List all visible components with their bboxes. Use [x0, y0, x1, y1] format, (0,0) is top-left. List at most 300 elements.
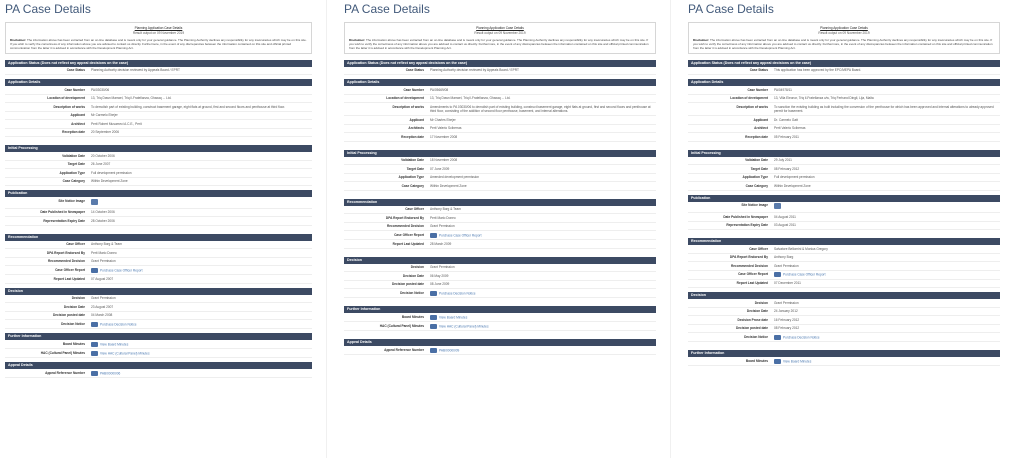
field-text: Full development permission [91, 170, 132, 175]
section [5, 333, 312, 358]
field-value [430, 265, 656, 270]
field-label: Case Status [66, 68, 85, 73]
pdf-icon[interactable] [430, 233, 437, 238]
field-label: Case Status [749, 68, 768, 73]
field-text: 16 February 2012 [774, 317, 800, 322]
column-divider [326, 0, 327, 458]
section-header: Further Information [688, 350, 1000, 357]
field-value [430, 233, 656, 238]
field-text: 14 October 2006 [91, 210, 115, 215]
field-value [774, 272, 1000, 277]
field-label: Board Minutes [62, 341, 85, 346]
field-value [430, 224, 656, 229]
field-text: Within Development Zone [91, 179, 128, 184]
field-label: Site Notice Image [741, 203, 768, 208]
document-link[interactable]: View Board Minutes [100, 341, 129, 346]
detail-row [344, 214, 656, 223]
detail-row [688, 157, 1000, 166]
section [5, 288, 312, 330]
field-value [774, 184, 1000, 189]
field-text: Planning Authority decision reviewed by Appeals Board / EPRT [91, 68, 180, 73]
field-label: Application Type [398, 175, 424, 180]
field-label: Recommended Decision [730, 263, 768, 268]
field-label: Applicant [753, 117, 768, 122]
field-value [91, 313, 312, 318]
field-label: Validation Date [62, 153, 85, 158]
doc-heading: Planning Application Case Details [476, 26, 524, 30]
field-label: Decision Date [63, 304, 85, 309]
doc-heading: Planning Application Case Details [820, 26, 868, 30]
field-value [91, 242, 312, 247]
pdf-icon[interactable] [430, 324, 437, 329]
field-value [774, 359, 1000, 364]
field-text: 13, Triq Dawn Manwel, Triq il-Fratellanza, Ghaxaq ... Ltd. [91, 96, 172, 101]
field-text: PA/03030/06 [91, 87, 110, 92]
detail-row [5, 120, 312, 129]
detail-row [5, 209, 312, 218]
detail-row [688, 222, 1000, 231]
field-text: Grant Permission [774, 300, 799, 305]
field-value [430, 126, 656, 131]
document-link[interactable]: View Board Minutes [783, 358, 812, 363]
field-value [91, 179, 312, 184]
section [688, 150, 1000, 191]
field-value [430, 96, 656, 101]
field-text: 08 February 2012 [774, 326, 800, 331]
field-text: Grant Permission [430, 224, 455, 229]
field-value [774, 88, 1000, 93]
section [344, 257, 656, 299]
field-text: Dr. Carmelo Gatt [774, 117, 798, 122]
field-label: Case Number [747, 87, 768, 92]
field-value [774, 118, 1000, 123]
detail-row [688, 280, 1000, 289]
section [344, 339, 656, 355]
column-divider [670, 0, 671, 458]
field-label: Board Minutes [745, 358, 768, 363]
field-value [91, 371, 312, 376]
field-label: Architects [408, 126, 424, 131]
detail-row [344, 103, 656, 116]
field-label: Case Officer [749, 246, 768, 251]
field-label: Validation Date [745, 158, 768, 163]
detail-row [688, 202, 1000, 214]
section-header: Appeal Details [344, 339, 656, 346]
section-header: Further Information [5, 333, 312, 340]
field-text: Amended development permission [430, 175, 480, 180]
field-text: Amendments to PA 03030/06 to demolish part of existing building, construct basement garage, eight flats at ground, first and second floors and penthouse at third floor, consisting of the addition of second floor penthouse, basement, and internal alterations. [430, 104, 651, 114]
document-link[interactable]: View Board Minutes [439, 314, 468, 319]
pdf-icon[interactable] [91, 268, 98, 273]
field-text: Salvatore Bellomini & Monica Gregory [774, 246, 828, 251]
detail-row [344, 67, 656, 76]
section-header: Decision [688, 292, 1000, 299]
field-text: PA/04978/11 [774, 87, 792, 92]
field-text: 24 January 2012 [774, 309, 798, 314]
case-column-2 [344, 0, 656, 458]
detail-row [5, 258, 312, 267]
field-label: Date Published in Newspaper [723, 214, 768, 219]
field-text: 05 February 2011 [774, 134, 799, 139]
field-label: Architect [71, 121, 85, 126]
pdf-icon[interactable] [91, 322, 98, 327]
field-label: Decision posted date [391, 282, 424, 287]
field-value [774, 318, 1000, 323]
field-value [430, 291, 656, 296]
document-link[interactable]: Purchase Decision Notice [439, 290, 476, 295]
field-label: Target Date [67, 162, 85, 167]
detail-row [344, 264, 656, 273]
case-column-1 [0, 0, 312, 458]
section [5, 79, 312, 137]
section [688, 350, 1000, 366]
doc-subtitle: Result output on 09 November 2019 [474, 31, 526, 35]
disclaimer-text [10, 38, 307, 51]
field-value [774, 309, 1000, 314]
disclaimer-box [688, 22, 1000, 54]
document-link[interactable]: PAB/00000/09 [439, 347, 460, 352]
detail-row [5, 340, 312, 349]
detail-row [688, 133, 1000, 142]
field-value [774, 135, 1000, 140]
field-label: Board Minutes [401, 314, 424, 319]
field-label: Case Officer Report [55, 267, 85, 272]
field-value [91, 305, 312, 310]
field-label: HAC (Cultural Panel) Minutes [40, 350, 85, 355]
field-label: Date Published in Newspaper [40, 210, 85, 215]
field-value [91, 351, 312, 356]
field-label: Recommended Decision [47, 259, 85, 264]
field-value [774, 126, 1000, 131]
section-header: Application Details [344, 79, 656, 86]
detail-row [5, 320, 312, 329]
field-label: Case Category [745, 183, 768, 188]
section-header: Publication [5, 190, 312, 197]
field-text: Planning Authority decision reviewed by Appeals Board / EPRT [430, 68, 519, 73]
field-text: Mr Charles Ebejer [430, 117, 456, 122]
field-label: Decision Date [746, 309, 768, 314]
detail-row [344, 206, 656, 215]
detail-row [5, 129, 312, 138]
field-label: Case Officer Report [394, 232, 424, 237]
disclaimer-label: Disclaimer: [10, 38, 27, 42]
field-label: Decision Date [402, 273, 424, 278]
field-label: HAC (Cultural Panel) Minutes [379, 323, 424, 328]
detail-row [5, 275, 312, 284]
disclaimer-label: Disclaimer: [349, 38, 366, 42]
field-value [91, 171, 312, 176]
disclaimer-label: Disclaimer: [693, 38, 710, 42]
section-header: Recommendation [344, 199, 656, 206]
field-text: To demolish part of existing building, construct basement garage, eight flats at ground, first and second floors and penthouse at third floor. [91, 104, 286, 109]
field-value [430, 216, 656, 221]
field-label: Representation Expiry Date [726, 223, 768, 228]
detail-row [5, 86, 312, 95]
detail-row [344, 322, 656, 331]
field-value [91, 130, 312, 135]
detail-row [688, 182, 1000, 191]
field-label: Description of works [736, 104, 768, 109]
section-header: Application Details [5, 79, 312, 86]
field-label: Decision posted date [52, 313, 85, 318]
field-label: Case Number [64, 87, 85, 92]
field-text: To sanction the existing building as built including the conversion of the penthouse for which has been approved and internal alterations to already approved permit for basement. [774, 104, 994, 114]
field-label: Description of works [53, 104, 85, 109]
pdf-icon[interactable] [91, 342, 98, 347]
field-value [430, 135, 656, 140]
disclaimer-text [693, 38, 995, 51]
field-value [774, 203, 1000, 211]
disclaimer-body: The information above has been extracted from an on-line database and is meant only for your general guidance. The Planning Authority declines any responsibility for any inaccuracies which may be on this site. If you wish to verify the correctness of any information above you are advised to contact us directly. Furthermore, in the event of any discrepancies between the information contained on this site and official printed communication from the latter it is advised in accordance with the Development Planning Act. [10, 38, 307, 51]
pdf-icon[interactable] [430, 291, 437, 296]
field-label: Case Officer [405, 207, 424, 212]
field-text: 07 June 2009 [430, 166, 450, 171]
section-header: Application Status (Does not reflect any appeal decisions on the case) [688, 60, 1000, 67]
field-value [430, 184, 656, 189]
field-text: Grant Permission [91, 259, 116, 264]
doc-subtitle: Result output on 09 November 2019 [132, 31, 185, 35]
field-value [91, 277, 312, 282]
detail-row [344, 281, 656, 290]
field-label: Reception date [745, 134, 768, 139]
detail-row [344, 86, 656, 95]
field-label: Target Date [750, 166, 768, 171]
pdf-icon[interactable] [774, 335, 781, 340]
field-value [774, 167, 1000, 172]
field-text: 04 August 2011 [774, 214, 796, 219]
field-value [774, 255, 1000, 260]
field-value [430, 242, 656, 247]
section [344, 199, 656, 249]
section-header: Decision [344, 257, 656, 264]
pdf-icon[interactable] [774, 359, 781, 364]
field-label: Description of works [392, 104, 424, 109]
detail-row [5, 249, 312, 258]
doc-heading: Planning Application Case Details [134, 26, 183, 30]
detail-row [5, 349, 312, 358]
detail-row [688, 262, 1000, 271]
detail-row [5, 312, 312, 321]
detail-row [344, 182, 656, 191]
field-label: Architect [754, 126, 768, 131]
detail-row [5, 169, 312, 178]
field-text: 07 August 2007 [91, 276, 114, 281]
field-text: 08 June 2009 [430, 282, 450, 287]
section-header: Application Status (Does not reflect any appeal decisions on the case) [5, 60, 312, 67]
field-label: Decision Notice [400, 290, 424, 295]
field-value [91, 88, 312, 93]
document-link[interactable]: Purchase Case Officer Report [439, 232, 482, 237]
detail-row [5, 95, 312, 104]
field-value [774, 335, 1000, 340]
field-text: This application has been approved by the EPC/MEPA Board. [774, 68, 862, 73]
field-label: DPA Report Endorsed By [385, 215, 424, 220]
section-header: Initial Processing [5, 145, 312, 152]
field-value [774, 96, 1000, 101]
field-value [430, 158, 656, 163]
section-header: Decision [5, 288, 312, 295]
section-header: Recommendation [5, 234, 312, 241]
field-text: Within Development Zone [430, 183, 467, 188]
pdf-icon[interactable] [91, 371, 98, 376]
document-link[interactable]: View HAC (Cultural Panel) Minutes [439, 323, 489, 328]
detail-row [688, 299, 1000, 308]
field-value [430, 315, 656, 320]
detail-row [344, 289, 656, 298]
document-link[interactable]: PAB/00000/06 [100, 370, 121, 375]
field-label: Target Date [406, 166, 424, 171]
detail-row [688, 271, 1000, 280]
field-text: Grant Permission [430, 265, 455, 270]
field-label: Decision Notice [744, 334, 768, 339]
detail-row [344, 165, 656, 174]
field-value [91, 105, 312, 110]
field-value [430, 68, 656, 73]
detail-row [688, 116, 1000, 125]
section-header: Recommendation [688, 238, 1000, 245]
detail-row [5, 241, 312, 250]
field-value [91, 268, 312, 273]
field-value [91, 296, 312, 301]
field-text: Full development permission [774, 175, 815, 180]
disclaimer-body: The information above has been extracted from an on-line database and is meant only for your general guidance. The Planning Authority declines any responsibility for any inaccuracies which may be on this site. If you wish to verify the correctness of any information above you are advised to contact us directly. Furthermore, in the event of any discrepancies between the information contained on this site and official printed communication from the latter it is advised in accordance with the Development Planning Act. [693, 38, 993, 51]
pdf-icon[interactable] [430, 315, 437, 320]
field-text: 07 December 2011 [774, 281, 801, 286]
section-header: Application Status (Does not reflect any appeal decisions on the case) [344, 60, 656, 67]
detail-row [688, 316, 1000, 325]
field-value [91, 68, 312, 73]
field-label: Location of development [47, 96, 85, 101]
field-label: Applicant [70, 113, 85, 118]
field-label: Case Officer [66, 242, 85, 247]
field-text: Anthony Borg & Team [91, 242, 122, 247]
detail-row [5, 295, 312, 304]
field-text: 28 March 2009 [430, 241, 452, 246]
detail-row [688, 95, 1000, 104]
field-text: Grant Permission [774, 263, 799, 268]
field-value [774, 264, 1000, 269]
document-link[interactable]: Purchase Decision Notice [783, 334, 820, 339]
field-value [91, 322, 312, 327]
field-value [430, 118, 656, 123]
field-label: Case Officer Report [738, 272, 768, 277]
field-label: Report Last Updated [392, 241, 424, 246]
section [344, 60, 656, 76]
field-value [430, 348, 656, 353]
field-label: Case Status [405, 68, 424, 73]
field-value [774, 175, 1000, 180]
detail-row [344, 133, 656, 142]
disclaimer-box [344, 22, 656, 54]
field-value [91, 162, 312, 167]
field-text: 28 October 2006 [91, 218, 115, 223]
field-text: Perit Mario Doneo [91, 250, 117, 255]
field-value [91, 199, 312, 207]
field-text: Perit Robert Musumeci A.C.E., Perit [91, 121, 142, 126]
section-header: Publication [688, 195, 1000, 202]
detail-row [344, 240, 656, 249]
section [688, 292, 1000, 342]
field-label: Reception date [62, 130, 85, 135]
field-value [91, 259, 312, 264]
field-label: Decision [71, 296, 85, 301]
detail-row [688, 254, 1000, 263]
field-text: 03 August 2011 [774, 223, 796, 228]
field-text: Anthony Borg & Team [430, 207, 461, 212]
field-text: Perit Mario Doneo [430, 215, 456, 220]
section-header: Appeal Details [5, 362, 312, 369]
field-value [774, 281, 1000, 286]
field-label: Application Type [59, 170, 85, 175]
detail-row [5, 112, 312, 121]
field-text: 23 August 2007 [91, 304, 114, 309]
detail-row [344, 313, 656, 322]
page-title: PA Case Details [344, 2, 430, 16]
field-label: Decision [754, 300, 768, 305]
field-label: Case Number [403, 87, 424, 92]
image-icon[interactable] [91, 199, 98, 205]
field-text: 20 October 2006 [91, 153, 115, 158]
document-link[interactable]: View HAC (Cultural Panel) Minutes [100, 350, 150, 355]
field-value [91, 342, 312, 347]
document-link[interactable]: Purchase Case Officer Report [100, 267, 143, 272]
detail-row [5, 303, 312, 312]
field-label: Appeal Reference Number [45, 370, 85, 375]
field-text: 29 July 2011 [774, 158, 792, 163]
field-label: Decision Notice [61, 321, 85, 326]
page-title: PA Case Details [5, 2, 91, 16]
field-label: Decision Prose date [737, 317, 768, 322]
image-icon[interactable] [774, 203, 781, 209]
detail-row [344, 174, 656, 183]
section [344, 79, 656, 142]
detail-row [688, 308, 1000, 317]
field-value [430, 88, 656, 93]
detail-row [344, 223, 656, 232]
detail-row [5, 103, 312, 112]
field-value [430, 324, 656, 329]
pdf-icon[interactable] [774, 272, 781, 277]
field-text: PA/05669/08 [430, 87, 449, 92]
detail-row [344, 231, 656, 240]
detail-row [688, 86, 1000, 95]
field-label: Decision posted date [735, 326, 768, 331]
field-text: Mr Carmelo Ebejer [91, 113, 118, 118]
field-value [430, 167, 656, 172]
field-value [430, 175, 656, 180]
detail-row [344, 125, 656, 134]
detail-row [688, 103, 1000, 116]
document-link[interactable]: Purchase Case Officer Report [783, 272, 826, 277]
field-label: Decision [410, 265, 424, 270]
field-text: 04 March 2008 [91, 313, 113, 318]
field-label: Case Category [62, 179, 85, 184]
detail-row [688, 174, 1000, 183]
detail-row [5, 266, 312, 275]
pdf-icon[interactable] [430, 348, 437, 353]
section [688, 238, 1000, 288]
detail-row [688, 67, 1000, 76]
pdf-icon[interactable] [91, 351, 98, 356]
field-label: Application Type [742, 175, 768, 180]
document-link[interactable]: Purchase Decision Notice [100, 321, 137, 326]
field-text: Perit Valerio Sciberras [774, 126, 806, 131]
field-label: Representation Expiry Date [43, 218, 85, 223]
field-label: DPA Report Endorsed By [46, 250, 85, 255]
disclaimer-text [349, 38, 651, 51]
field-text: 18 November 2008 [430, 158, 458, 163]
field-text: 13, Triq Dawn Manwel, Triq il-Fratellanza, Ghaxaq ... Ltd. [430, 96, 511, 101]
